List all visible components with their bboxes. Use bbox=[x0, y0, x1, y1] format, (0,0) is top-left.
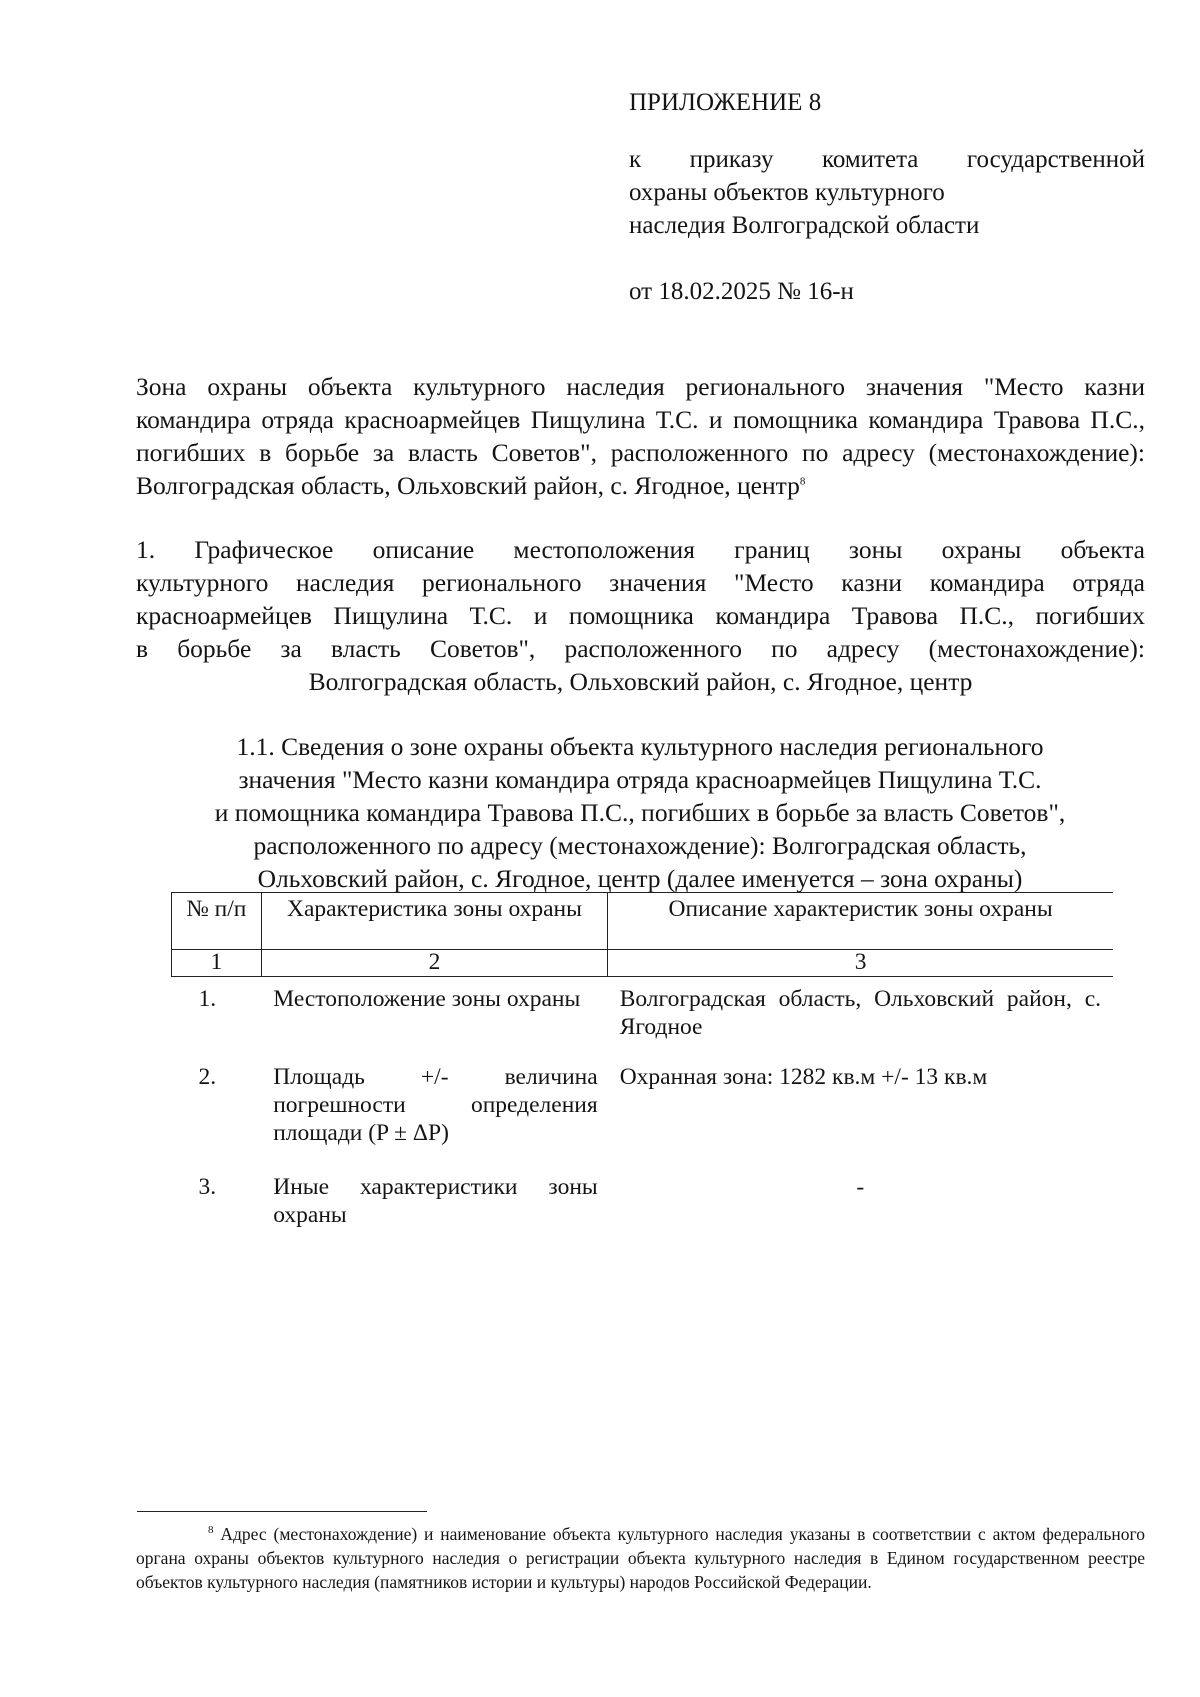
section-1-line-5: Волгоградская область, Ольховский район, с. Ягодное, центр bbox=[308, 667, 973, 696]
document-heading bbox=[136, 370, 1145, 502]
section-1-1-line-2: значения "Место казни командира отряда красноармейцев Пищулина Т.С. bbox=[238, 765, 1042, 794]
appendix-line-3: наследия Волгоградской области bbox=[629, 212, 980, 239]
footnote-mark: 8 bbox=[208, 1524, 214, 1537]
section-1-line-4: в борьбе за власть Советов", расположенного по адресу (местонахождение): bbox=[136, 634, 1145, 663]
section-1-1-title bbox=[150, 730, 1130, 895]
table-header-number: № п/п bbox=[172, 893, 262, 950]
row-number: 1. bbox=[198, 986, 217, 1012]
row-characteristic: Площадь +/- величина погрешности определения площади (P ± ΔP) bbox=[273, 1064, 598, 1146]
section-1-1-line-4: расположенного по адресу (местонахождение): Волгоградская область, bbox=[253, 831, 1027, 860]
row-description: Охранная зона: 1282 кв.м +/- 13 кв.м bbox=[619, 1064, 988, 1090]
zone-info-table bbox=[171, 892, 1113, 1233]
appendix-title: ПРИЛОЖЕНИЕ 8 bbox=[629, 89, 822, 116]
section-1-1-line-5: Ольховский район, с. Ягодное, центр (далее именуется – зона охраны) bbox=[257, 864, 1023, 893]
section-1-line-3: красноармейцев Пищулина Т.С. и помощника командира Травова П.С., погибших bbox=[136, 601, 1145, 630]
appendix-line-2: охраны объектов культурного bbox=[629, 179, 945, 206]
footnote-separator bbox=[137, 1511, 427, 1512]
footnote-text: Адрес (местонахождение) и наименование объекта культурного наследия указаны в соответствии с актом федерального органа охраны объектов культурного наследия о регистрации объекта культурного наследия в Едином государственном реестре объектов культурного наследия (памятников истории и культуры) народов Российской Федерации. bbox=[136, 1524, 1145, 1592]
appendix-date: от 18.02.2025 № 16-н bbox=[629, 278, 854, 305]
table-row bbox=[172, 1055, 1114, 1165]
table-header-description: Описание характеристик зоны охраны bbox=[608, 893, 1113, 950]
row-characteristic: Местоположение зоны охраны bbox=[273, 986, 581, 1012]
row-description: - bbox=[856, 1174, 865, 1200]
heading-footnote-mark: 8 bbox=[799, 475, 806, 488]
heading-text: Зона охраны объекта культурного наследия регионального значения "Место казни командира отряда красноармейцев Пищулина Т.С. и помощника командира Травова П.С., погибших в борьбе за власть Советов", расположенного по адресу (местонахождение): Волгоградская область, Ольховский район, с. Ягодное, центр bbox=[136, 372, 1145, 500]
appendix-line-1: к приказу комитета государственной bbox=[629, 146, 1145, 173]
footnote bbox=[136, 1522, 1145, 1594]
table-column-number-3: 3 bbox=[608, 950, 1113, 977]
row-description: Волгоградская область, Ольховский район, с. Ягодное bbox=[619, 986, 1101, 1040]
table-row bbox=[172, 977, 1114, 1056]
row-characteristic: Иные характеристики зоны охраны bbox=[273, 1174, 598, 1228]
row-number: 3. bbox=[198, 1174, 217, 1200]
appendix-order-reference bbox=[629, 143, 1145, 242]
table-column-number-1: 1 bbox=[172, 950, 262, 977]
table-header-characteristic: Характеристика зоны охраны bbox=[261, 893, 607, 950]
section-1-1-line-1: 1.1. Сведения о зоне охраны объекта культурного наследия регионального bbox=[236, 732, 1044, 761]
section-1-line-1: 1. Графическое описание местоположения границ зоны охраны объекта bbox=[136, 535, 1145, 564]
table-column-number-2: 2 bbox=[261, 950, 607, 977]
row-number: 2. bbox=[198, 1064, 217, 1090]
section-1-1-line-3: и помощника командира Травова П.С., погибших в борьбе за власть Советов", bbox=[214, 798, 1066, 827]
table-row bbox=[172, 1165, 1114, 1233]
section-1-title bbox=[136, 533, 1145, 698]
section-1-line-2: культурного наследия регионального значения "Место казни командира отряда bbox=[136, 568, 1145, 597]
